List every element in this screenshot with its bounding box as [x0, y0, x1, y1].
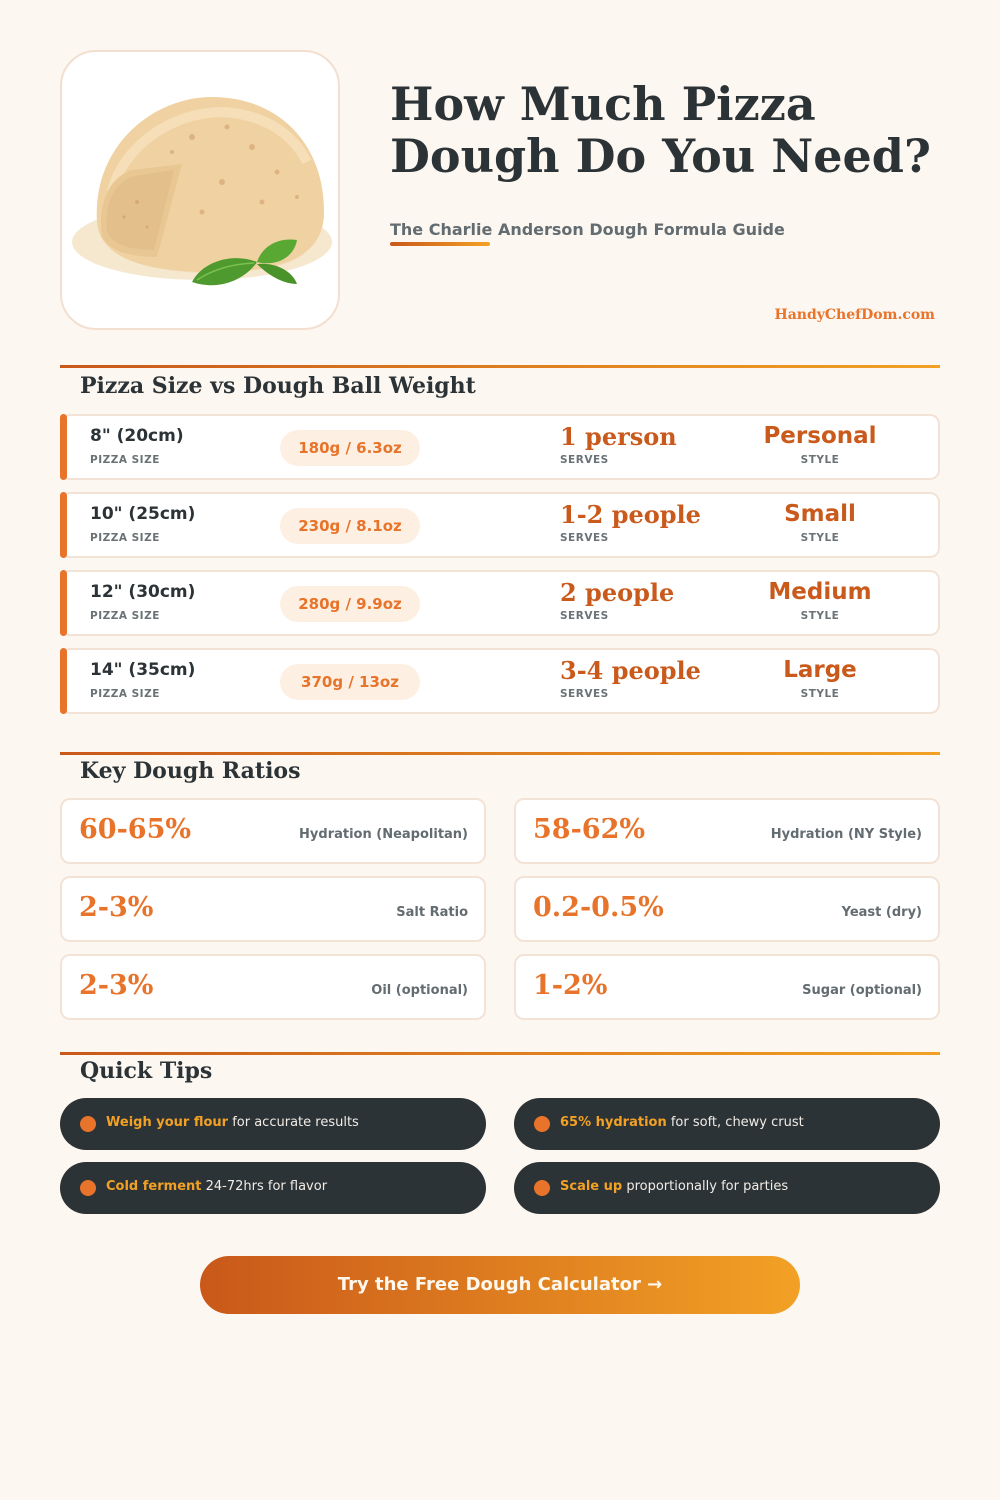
section-divider [60, 752, 940, 755]
ratio-name: Sugar (optional) [802, 983, 922, 998]
row-accent-bar [60, 648, 67, 714]
serves-value: 3-4 people [560, 656, 701, 685]
section-title-ratios: Key Dough Ratios [80, 758, 301, 784]
style-value: Small [784, 501, 856, 527]
size-row [60, 570, 940, 636]
pizza-size: 10" (25cm) [90, 504, 196, 524]
tip-rest: 24-72hrs for flavor [201, 1179, 328, 1194]
title-line-2: Dough Do You Need? [390, 129, 931, 183]
dough-weight-badge: 370g / 13oz [280, 664, 420, 700]
row-accent-bar [60, 570, 67, 636]
subtitle-underline [390, 242, 490, 246]
serves-value: 2 people [560, 578, 675, 607]
ratio-name: Salt Ratio [396, 905, 468, 920]
pizza-size-label: PIZZA SIZE [90, 610, 160, 622]
tip-text [106, 1115, 359, 1130]
ratio-card [514, 798, 940, 864]
section-title-sizes: Pizza Size vs Dough Ball Weight [80, 373, 476, 399]
tip-rest: for soft, chewy crust [666, 1115, 804, 1130]
tip-text [106, 1179, 327, 1194]
title-line-1: How Much Pizza [390, 77, 816, 131]
style-label: STYLE [800, 610, 840, 622]
dough-ball-icon [62, 52, 340, 330]
subtitle: The Charlie Anderson Dough Formula Guide [390, 220, 785, 239]
ratio-value: 0.2-0.5% [533, 892, 664, 923]
ratio-value: 58-62% [533, 814, 646, 845]
size-row [60, 492, 940, 558]
tip-pill [60, 1162, 486, 1214]
tip-text [560, 1115, 804, 1130]
ratio-card [60, 954, 486, 1020]
dough-weight-badge: 230g / 8.1oz [280, 508, 420, 544]
tip-pill [514, 1098, 940, 1150]
pizza-size: 14" (35cm) [90, 660, 196, 680]
hero-image-card [60, 50, 340, 330]
ratio-name: Oil (optional) [371, 983, 468, 998]
serves-value: 1 person [560, 422, 677, 451]
site-link[interactable]: HandyChefDom.com [774, 307, 935, 323]
ratio-name: Hydration (NY Style) [770, 827, 922, 842]
row-accent-bar [60, 414, 67, 480]
tip-highlight: Weigh your flour [106, 1115, 229, 1130]
tip-pill [514, 1162, 940, 1214]
serves-label: SERVES [560, 454, 609, 466]
style-label: STYLE [800, 688, 840, 700]
ratio-value: 2-3% [79, 970, 154, 1001]
pizza-size-label: PIZZA SIZE [90, 532, 160, 544]
row-accent-bar [60, 492, 67, 558]
bullet-dot-icon [80, 1116, 96, 1132]
header [60, 50, 940, 330]
size-row [60, 648, 940, 714]
ratio-card [514, 876, 940, 942]
dough-weight-badge: 180g / 6.3oz [280, 430, 420, 466]
pizza-size-label: PIZZA SIZE [90, 454, 160, 466]
style-value: Personal [763, 423, 877, 449]
section-divider [60, 365, 940, 368]
style-label: STYLE [800, 454, 840, 466]
size-row [60, 414, 940, 480]
bullet-dot-icon [534, 1116, 550, 1132]
dough-calculator-button[interactable]: Try the Free Dough Calculator → [200, 1256, 800, 1314]
ratio-name: Yeast (dry) [841, 905, 922, 920]
tip-rest: for accurate results [228, 1115, 359, 1130]
tip-highlight: Cold ferment [106, 1179, 202, 1194]
tip-highlight: 65% hydration [560, 1115, 667, 1130]
serves-value: 1-2 people [560, 500, 701, 529]
ratio-card [60, 798, 486, 864]
serves-label: SERVES [560, 688, 609, 700]
style-label: STYLE [800, 532, 840, 544]
ratio-card [60, 876, 486, 942]
ratio-value: 2-3% [79, 892, 154, 923]
pizza-size: 12" (30cm) [90, 582, 196, 602]
ratio-card [514, 954, 940, 1020]
bullet-dot-icon [534, 1180, 550, 1196]
ratio-name: Hydration (Neapolitan) [299, 827, 468, 842]
page-title [390, 78, 950, 182]
dough-weight-badge: 280g / 9.9oz [280, 586, 420, 622]
serves-label: SERVES [560, 610, 609, 622]
section-title-tips: Quick Tips [80, 1058, 213, 1084]
serves-label: SERVES [560, 532, 609, 544]
bullet-dot-icon [80, 1180, 96, 1196]
tip-pill [60, 1098, 486, 1150]
ratio-value: 1-2% [533, 970, 608, 1001]
tip-highlight: Scale up [560, 1179, 623, 1194]
section-divider [60, 1052, 940, 1055]
style-value: Large [783, 657, 857, 683]
style-value: Medium [768, 579, 872, 605]
ratio-value: 60-65% [79, 814, 192, 845]
pizza-size: 8" (20cm) [90, 426, 184, 446]
pizza-size-label: PIZZA SIZE [90, 688, 160, 700]
tip-rest: proportionally for parties [622, 1179, 789, 1194]
tip-text [560, 1179, 788, 1194]
